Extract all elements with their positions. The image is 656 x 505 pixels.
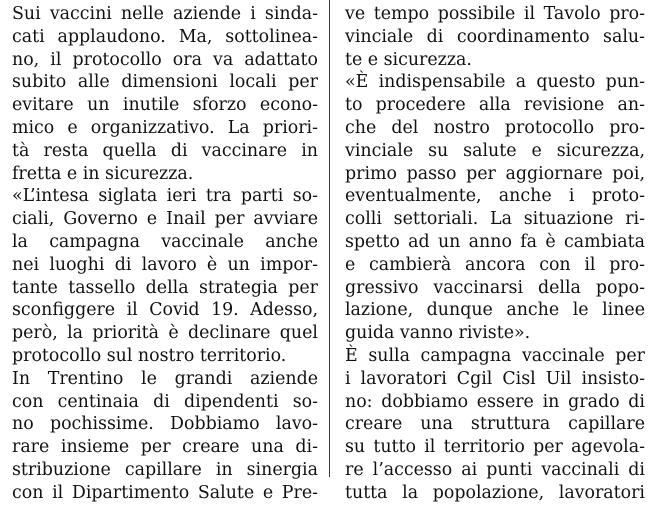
article-text-line: «L’intesa siglata ieri tra parti so- [12,186,318,207]
article-text-line: gressivo vaccinarsi della popo- [345,277,645,298]
article-text-line: to procedere alla revisione an- [345,95,645,116]
article-text-line: con il Dipartimento Salute e Pre- [12,482,318,503]
article-text-line: È sulla campagna vaccinale per [345,345,645,366]
article-text-line: e cambierà ancora con il pro- [345,254,645,275]
article-text-line: nei luoghi di lavoro è un impor- [12,254,318,275]
column-divider [329,0,330,477]
article-text-line: evitare un inutile sforzo econo- [12,95,318,116]
article-text-line: creare una struttura capillare [345,414,645,435]
article-text-line: no, il protocollo ora va adattato [12,49,318,70]
article-text-line: con centinaia di dipendenti so- [12,391,318,412]
article-text-line: fretta e in sicurezza. [12,163,194,184]
article-text-line: subito alle dimensioni locali per [12,72,318,93]
article-text-line: lazione, dunque anche le linee [345,300,645,321]
article-text-line: Sui vaccini nelle aziende i sinda- [12,4,318,24]
article-text-line: colli settoriali. La situazione ri- [345,209,645,230]
article-text-line: però, la priorità è declinare quel [12,323,318,344]
article-text-line: vinciale di coordinamento salu- [345,26,645,47]
article-text-line: vinciale su salute e sicurezza, [345,140,645,161]
article-text-line: la campagna vaccinale anche [12,231,318,252]
article-text-line: tante tassello della strategia per [12,277,318,298]
article-column-right [345,3,645,505]
article-text-line: protocollo sul nostro territorio. [12,345,287,366]
article-text-line: sconfiggere il Covid 19. Adesso, [12,300,318,321]
article-text-line: su tutto il territorio per agevola- [345,437,645,458]
article-text-line: stribuzione capillare in sinergia [12,459,318,480]
article-text-line: ve tempo possibile il Tavolo pro- [345,4,645,24]
article-text-line: che del nostro protocollo pro- [345,117,645,138]
article-text-line: mico e organizzativo. La priori- [12,117,318,138]
article-text-line: i lavoratori Cgil Cisl Uil insisto- [345,368,645,389]
article-text-line: In Trentino le grandi aziende [12,368,318,389]
article-text-line: «È indispensabile a questo pun- [345,72,645,93]
article-text-line: primo passo per aggiornare poi, [345,163,645,184]
article-text-line: eventualmente, anche i proto- [345,186,645,207]
article-text-line: ciali, Governo e Inail per avviare [12,209,318,230]
article-text-line: no: dobbiamo essere in grado di [345,391,645,412]
article-text-line: te e sicurezza. [345,49,472,70]
article-text-line: tà resta quella di vaccinare in [12,140,318,161]
article-text-line: no pochissime. Dobbiamo lavo- [12,414,318,435]
article-text-line: guida vanno riviste». [345,323,531,344]
article-text-line: rare insieme per creare una di- [12,437,318,458]
article-text-line: re l’accesso ai punti vaccinali di [345,459,645,480]
article-text-line: spetto ad un anno fa è cambiata [345,231,645,252]
article-text-line: tutta la popolazione, lavoratori [345,482,645,503]
article-text-line: cati applaudono. Ma, sottolinea- [12,26,318,47]
article-column-left [12,3,318,505]
